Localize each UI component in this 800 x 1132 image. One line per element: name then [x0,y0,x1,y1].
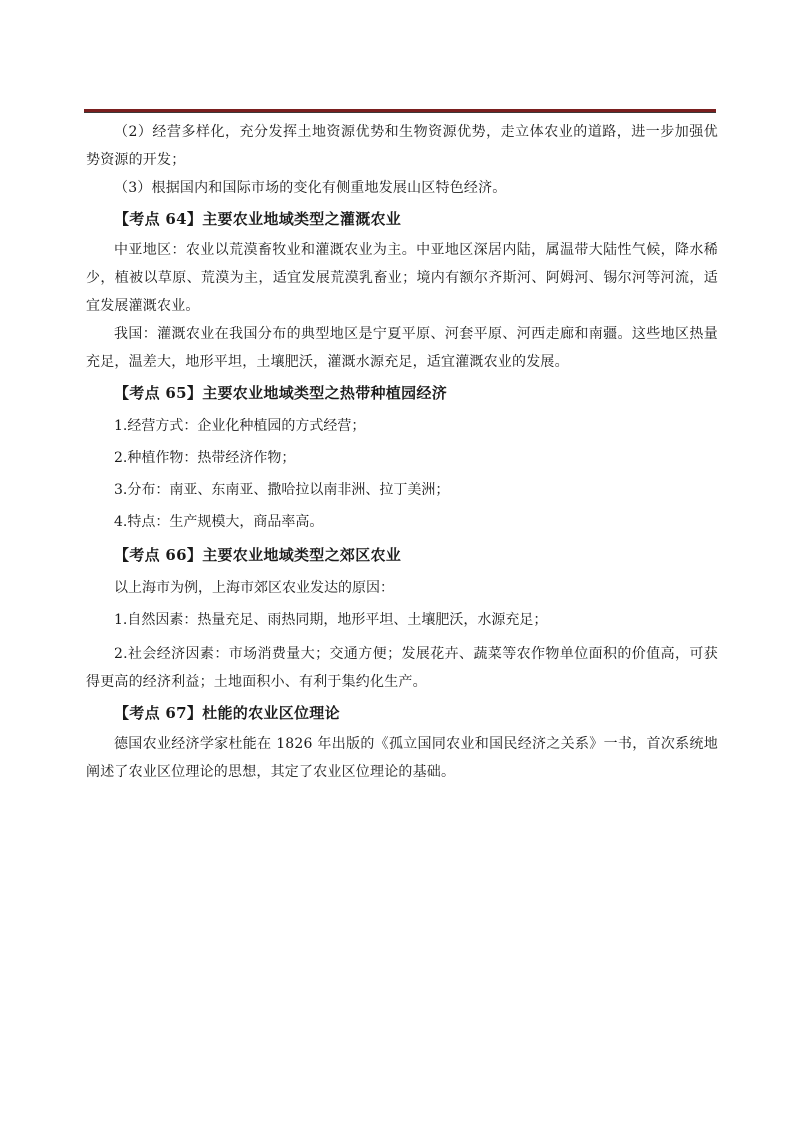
section-heading-k65: 【考点 65】主要农业地域类型之热带种植园经济 [114,384,447,402]
k64-paragraph-central-asia: 中亚地区：农业以荒漠畜牧业和灌溉农业为主。中亚地区深居内陆，属温带大陆性气候，降水稀少，植被以草原、荒漠为主，适宜发展荒漠乳畜业；境内有额尔齐斯河、阿姆河、锡尔河等河流，适宜发展灌溉农业。 [86,242,718,314]
section-heading-k66: 【考点 66】主要农业地域类型之郊区农业 [114,546,402,564]
intro-paragraph-1: （2）经营多样化，充分发挥土地资源优势和生物资源优势，走立体农业的道路，进一步加强优势资源的开发； [86,124,718,168]
k67-paragraph-thunen: 德国农业经济学家杜能在 1826 年出版的《孤立国同农业和国民经济之关系》一书，首次系统地阐述了农业区位理论的思想，其定了农业区位理论的基础。 [86,736,718,780]
k66-item-intro: 以上海市为例，上海市郊区农业发达的原因： [114,580,394,596]
k65-item-3: 3.分布：南亚、东南亚、撒哈拉以南非洲、拉丁美洲； [114,482,450,498]
k64-paragraph-china: 我国：灌溉农业在我国分布的典型地区是宁夏平原、河套平原、河西走廊和南疆。这些地区热量充足，温差大，地形平坦，土壤肥沃，灌溉水源充足，适宜灌溉农业的发展。 [86,326,718,370]
k65-item-2: 2.种植作物：热带经济作物； [114,450,296,466]
intro-paragraph-2: （3）根据国内和国际市场的变化有侧重地发展山区特色经济。 [114,180,507,196]
section-heading-k64: 【考点 64】主要农业地域类型之灌溉农业 [114,210,402,228]
header-rule [84,109,716,113]
k66-paragraph-socioeconomic: 2.社会经济因素：市场消费量大；交通方便；发展花卉、蔬菜等农作物单位面积的价值高，可获得更高的经济利益；土地面积小、有利于集约化生产。 [86,646,718,690]
k65-item-1: 1.经营方式：企业化种植园的方式经营； [114,418,366,434]
section-heading-k67: 【考点 67】杜能的农业区位理论 [114,704,340,722]
document-body [86,118,718,786]
k65-item-4: 4.特点：生产规模大，商品率高。 [114,514,324,530]
k66-item-natural-factors: 1.自然因素：热量充足、雨热同期，地形平坦、土壤肥沃，水源充足； [114,612,548,628]
